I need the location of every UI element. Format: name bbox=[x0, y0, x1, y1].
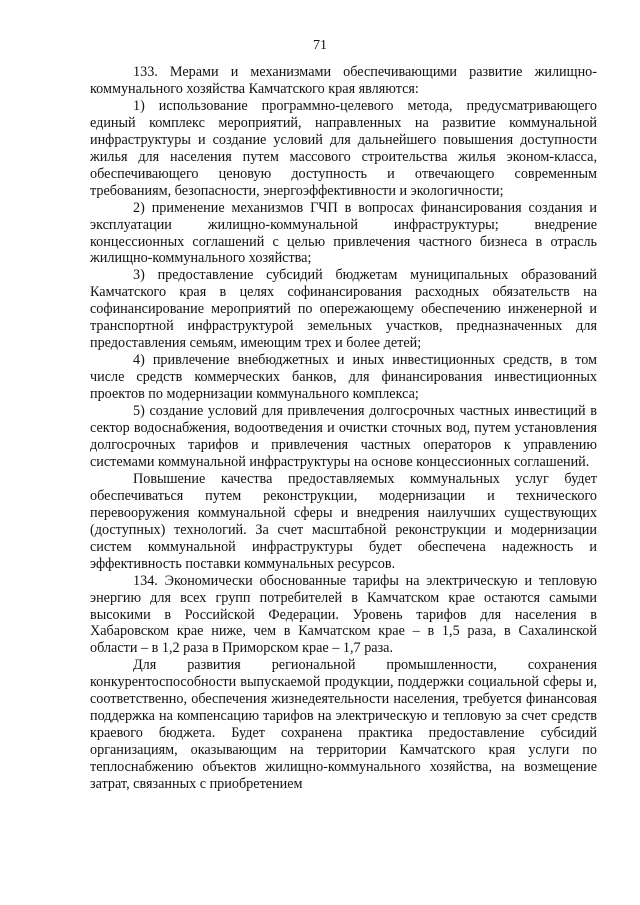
list-item-4: 4) привлечение внебюджетных и иных инвестиционных средств, в том числе средств коммерческих банков, для финансирования инвестиционных проектов по модернизации коммунального комплекса; bbox=[90, 352, 597, 403]
paragraph-134: 134. Экономически обоснованные тарифы на электрическую и тепловую энергию для всех групп потребителей в Камчатском крае остаются самыми высокими в Российской Федерации. Уровень тарифов для населения в Хабаровском крае ниже, чем в Камчатском крае – в 1,5 раза, в Сахалинской области – в 1,2 раза в Приморском крае – 1,7 раза. bbox=[90, 572, 597, 657]
list-item-5: 5) создание условий для привлечения долгосрочных частных инвестиций в сектор водоснабжения, водоотведения и очистки сточных вод, путем установления долгосрочных тарифов и привлечения частных операторов к управлению системами коммунальной инфраструктуры на основе концессионных соглашений. bbox=[90, 403, 597, 470]
list-item-3: 3) предоставление субсидий бюджетам муниципальных образований Камчатского края в целях софинансирования расходных обязательств на софинансирование мероприятий по опережающему обеспечению инженерной и транспортной инфраструктурой земельных участков, предназначенных для предоставления семьям, имеющим трех и более детей; bbox=[90, 267, 597, 352]
paragraph-133-intro: 133. Мерами и механизмами обеспечивающими развитие жилищно-коммунального хозяйства Камчатского края являются: bbox=[90, 64, 597, 97]
document-body bbox=[90, 64, 597, 793]
list-item-1: 1) использование программно-целевого метода, предусматривающего единый комплекс мероприятий, направленных на развитие коммунальной инфраструктуры и создание условий для дальнейшего повышения доступности жилья для населения путем массового строительства жилья эконом-класса, обеспечивающего ценовую доступность и отвечающего современным требованиям, безопасности, энергоэффективности и экологичности; bbox=[90, 97, 597, 199]
paragraph-support: Для развития региональной промышленности, сохранения конкурентоспособности выпускаемой продукции, поддержки социальной сферы и, соответственно, обеспечения жизнедеятельности населения, требуется финансовая поддержка на компенсацию тарифов на электрическую и тепловую за счет средств краевого бюджета. Будет сохранена практика предоставление субсидий организациям, оказывающим на территории Камчатского края услуги по теплоснабжению объектов жилищно-коммунального хозяйства, на возмещение затрат, связанных с приобретением bbox=[90, 657, 597, 793]
paragraph-quality: Повышение качества предоставляемых коммунальных услуг будет обеспечиваться путем реконструкции, модернизации и технического перевооружения коммунальной сферы и внедрения наилучших существующих (доступных) технологий. За счет масштабной реконструкции и модернизации систем коммунальной инфраструктуры будет обеспечена надежность и эффективность поставки коммунальных ресурсов. bbox=[90, 470, 597, 572]
page-number: 71 bbox=[313, 38, 327, 53]
list-item-2: 2) применение механизмов ГЧП в вопросах финансирования создания и эксплуатации жилищно-коммунальной инфраструктуры; внедрение концессионных соглашений с целью привлечения частного бизнеса в отрасль жилищно-коммунального хозяйства; bbox=[90, 199, 597, 267]
